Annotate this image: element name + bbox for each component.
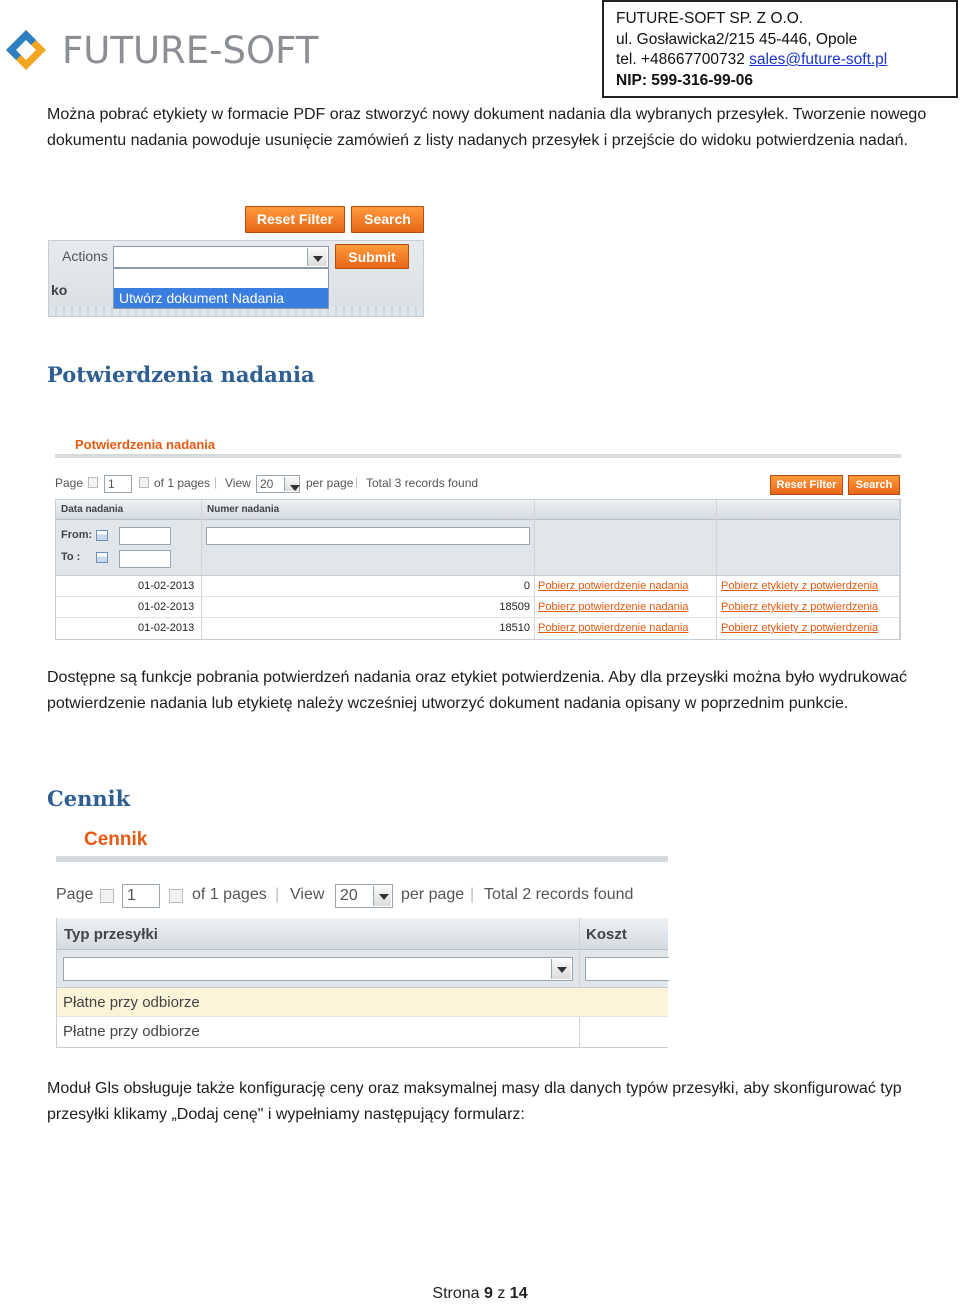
search-button[interactable]: Search (848, 475, 900, 495)
download-confirmation-link[interactable]: Pobierz potwierdzenie nadania (538, 601, 689, 613)
prev-page-icon[interactable] (88, 477, 98, 488)
column-header-shipment-type[interactable]: Typ przesyłki (64, 926, 158, 943)
row-date: 01-02-2013 (138, 601, 195, 613)
page-footer (0, 1285, 960, 1303)
pricing-paragraph: Moduł Gls obsługuje także konfigurację ceny oraz maksymalnej masy dla danych typów przesyłki, aby skonfigurować typ przesyłki klikamy „Dodaj cenę" i wypełniamy następujący formularz: (47, 1080, 902, 1123)
table-row (56, 576, 900, 597)
confirmations-paragraph: Dostępne są funkcje pobrania potwierdzeń nadania oraz etykiet potwierdzenia. Aby dla przeysłki można było wydrukować potwierdzenie nadania lub etykietę należy wcześniej utworzyć dokument nadania opisany w poprzednim punkcie. (47, 669, 908, 712)
calendar-icon[interactable] (96, 530, 108, 541)
download-confirmation-link[interactable]: Pobierz potwierdzenie nadania (538, 622, 689, 634)
per-page-value: 20 (260, 477, 274, 491)
actions-dropdown-list[interactable] (113, 268, 329, 309)
confirmations-grid (55, 499, 901, 640)
pager-separator: | (214, 475, 218, 489)
pager-separator: | (355, 475, 359, 489)
from-label: From: (61, 529, 93, 541)
column-header-date[interactable]: Data nadania (61, 504, 124, 515)
company-logo (4, 28, 318, 72)
grid-header (57, 918, 668, 950)
download-labels-link[interactable]: Pobierz etykiety z potwierdzenia (721, 622, 879, 634)
logo-mark-icon (4, 28, 48, 72)
submit-button[interactable]: Submit (335, 244, 409, 269)
dropdown-option-create-document[interactable]: Utwórz dokument Nadania (114, 288, 328, 308)
row-number: 0 (523, 580, 530, 592)
footer-current-page: 9 (484, 1285, 493, 1302)
company-name: FUTURE-SOFT SP. Z O.O. (616, 10, 804, 27)
download-labels-link[interactable]: Pobierz etykiety z potwierdzenia (721, 601, 879, 613)
footer-total-pages: 14 (509, 1285, 528, 1302)
cost-filter-input[interactable] (585, 957, 669, 981)
title-divider (56, 856, 668, 862)
of-pages: of 1 pages (192, 886, 267, 903)
search-button[interactable]: Search (351, 206, 424, 233)
company-contact (616, 50, 956, 71)
per-page-label: per page (401, 886, 465, 903)
grid-filter-row (56, 520, 900, 576)
date-from-input[interactable] (119, 527, 171, 545)
download-confirmation-link[interactable]: Pobierz potwierdzenie nadania (538, 580, 689, 592)
actions-select[interactable] (113, 246, 329, 268)
page-input[interactable]: 1 (122, 884, 160, 908)
company-nip: NIP: 599-316-99-06 (616, 71, 753, 89)
reset-filter-button[interactable]: Reset Filter (770, 475, 843, 495)
next-page-icon[interactable] (139, 477, 149, 488)
number-filter-input[interactable] (206, 527, 530, 545)
title-divider (55, 454, 901, 458)
page-input[interactable]: 1 (104, 475, 132, 493)
email-link[interactable]: sales@future-soft.pl (749, 51, 888, 68)
row-number: 18510 (499, 622, 530, 634)
grid-filter-row (57, 950, 668, 988)
chevron-down-icon[interactable] (284, 477, 298, 491)
row-label: ko (51, 282, 68, 298)
table-row (56, 618, 900, 639)
view-label: View (225, 476, 251, 490)
page-label: Page (55, 476, 84, 490)
page-label: Page (56, 886, 94, 903)
column-header-number[interactable]: Numer nadania (207, 504, 280, 515)
calendar-icon[interactable] (96, 552, 108, 563)
company-address: ul. Gosławicka2/215 45-446, Opole (616, 30, 858, 48)
row-shipment-type: Płatne przy odbiorze (63, 994, 200, 1011)
actions-label: Actions (62, 248, 108, 264)
pager-separator: | (275, 886, 280, 903)
pricing-screenshot (56, 822, 668, 1048)
per-page-value: 20 (340, 887, 358, 904)
pager-separator: | (470, 886, 475, 903)
total-records: Total 2 records found (484, 886, 634, 903)
pricing-grid (56, 918, 668, 1048)
view-label: View (290, 886, 325, 903)
date-to-input[interactable] (119, 550, 171, 568)
table-row (56, 597, 900, 618)
chevron-down-icon[interactable] (373, 886, 391, 906)
of-pages: of 1 pages (154, 476, 211, 490)
download-labels-link[interactable]: Pobierz etykiety z potwierdzenia (721, 580, 879, 592)
reset-filter-button[interactable]: Reset Filter (245, 206, 345, 233)
to-label: To : (61, 551, 81, 563)
per-page-label: per page (306, 476, 354, 490)
confirmations-screenshot (55, 430, 901, 640)
row-shipment-type: Płatne przy odbiorze (63, 1023, 200, 1040)
total-records: Total 3 records found (366, 476, 479, 490)
logo-text: FUTURE-SOFT (62, 28, 319, 72)
footer-prefix: Strona (432, 1285, 484, 1302)
section-heading-pricing: Cennik (47, 786, 131, 811)
pricing-title: Cennik (84, 829, 148, 850)
row-number: 18509 (499, 601, 530, 613)
section-heading-confirmations: Potwierdzenia nadania (47, 362, 315, 387)
shipment-type-filter-select[interactable] (63, 957, 573, 981)
row-date: 01-02-2013 (138, 622, 195, 634)
table-row (57, 988, 668, 1017)
column-header-cost[interactable]: Koszt (586, 926, 627, 943)
per-page-select[interactable] (335, 884, 393, 908)
chevron-down-icon[interactable] (307, 248, 327, 266)
per-page-select[interactable] (256, 475, 300, 493)
company-phone: tel. +48667700732 (616, 51, 750, 68)
table-row (57, 1017, 668, 1046)
intro-paragraph: Można pobrać etykiety w formacie PDF oraz stworzyć nowy dokument nadania dla wybranych przesyłek. Tworzenie nowego dokumentu nadania powoduje usunięcie zamówień z listy nadanych przesyłek i przejście do widoku potwierdzenia nadań. (47, 106, 927, 149)
next-page-icon[interactable] (169, 889, 183, 903)
footer-middle: z (492, 1285, 510, 1302)
confirmations-title: Potwierdzenia nadania (75, 437, 216, 452)
company-info-box (602, 0, 958, 98)
prev-page-icon[interactable] (100, 889, 114, 903)
grid-header (56, 500, 900, 520)
chevron-down-icon[interactable] (551, 959, 571, 979)
row-date: 01-02-2013 (138, 580, 195, 592)
